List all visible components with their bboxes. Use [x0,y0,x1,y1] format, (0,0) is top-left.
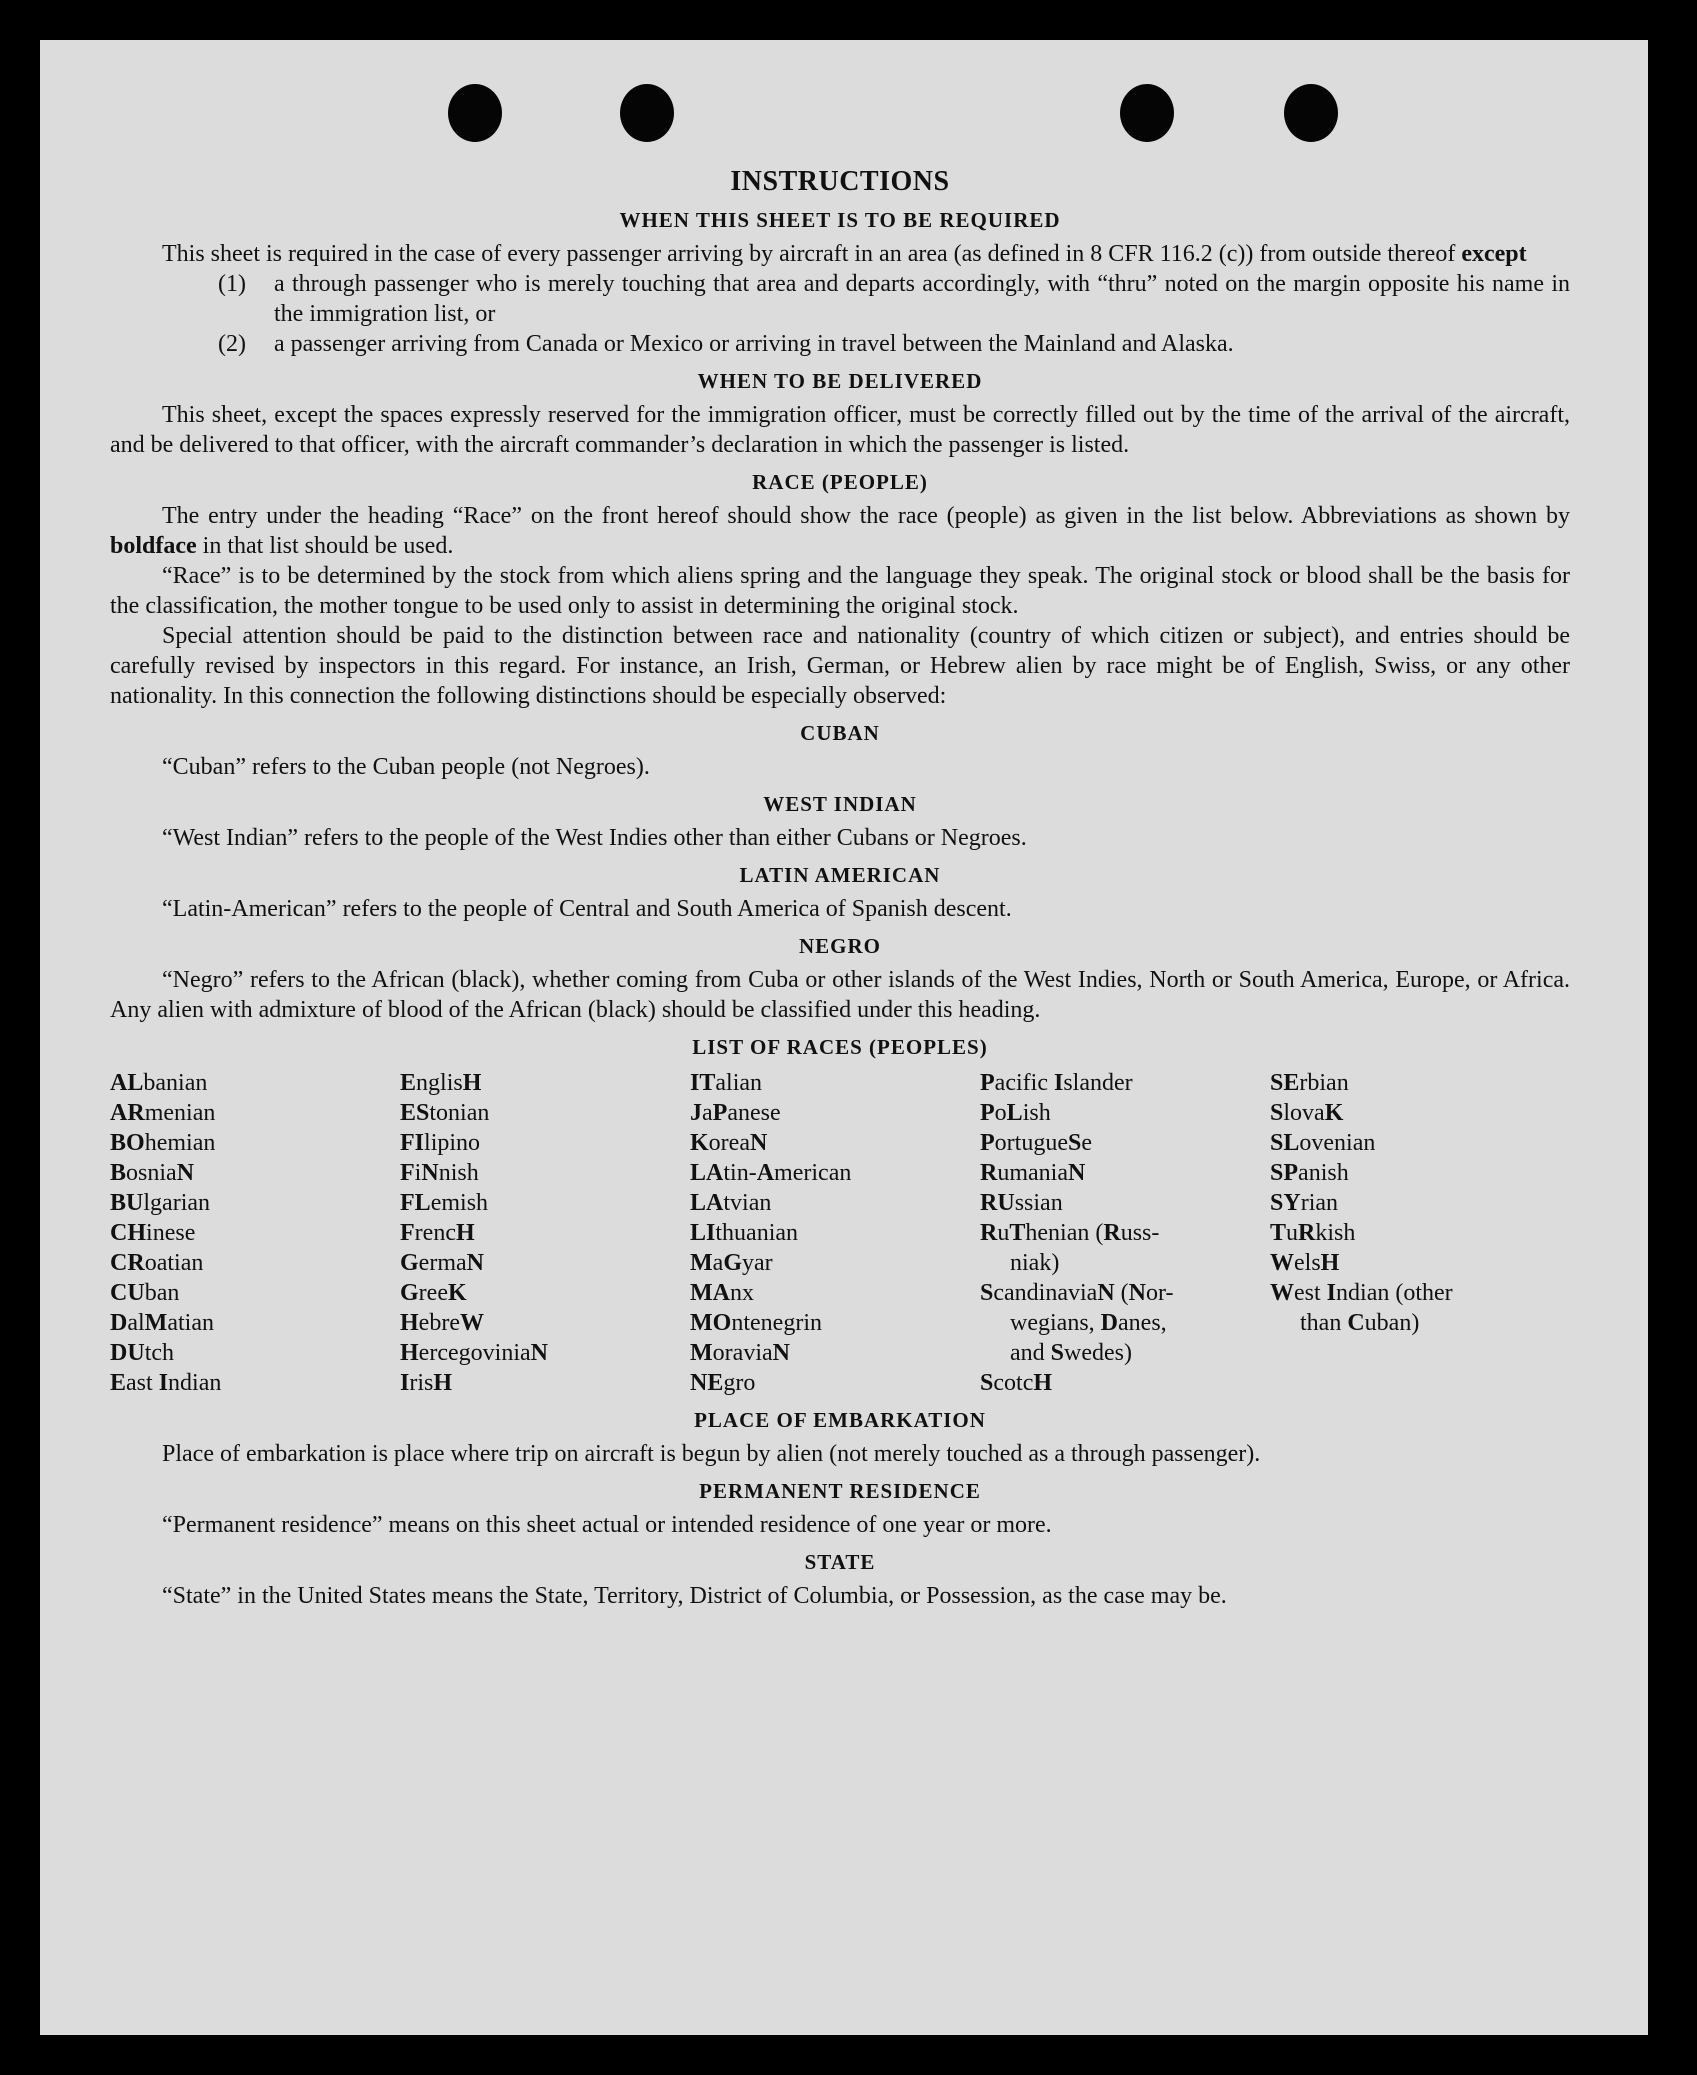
when-delivered-text: This sheet, except the spaces expressly reserved for the immigration officer, must be correctly filled out by the time of the arrival of the aircraft, and be delivered to that officer, with the aircraft commander’s declaration in which the passenger is listed. [110,402,1570,458]
race-entry: FLemish [400,1190,489,1216]
race-entry: CUban [110,1280,180,1306]
latin-american-definition: “Latin-American” refers to the people of Central and South America of Spanish descent. [162,896,1012,922]
negro-definition: “Negro” refers to the African (black), whether coming from Cuba or other islands of the West Indies, North or South America, Europe, or Africa. Any alien with admixture of blood of the African (black) should be classified under this heading. [110,967,1570,1023]
race-entry: wegians, Danes, [1010,1310,1167,1336]
race-entry: KoreaN [690,1130,768,1156]
race-entry: RuThenian (Russ- [980,1220,1160,1246]
race-entry: IrisH [400,1370,453,1396]
section-heading-residence: PERMANENT RESIDENCE [699,1479,981,1503]
race-paragraph-2: “Race” is to be determined by the stock from which aliens spring and the language they speak. The original stock or blood shall be the basis for the classification, the mother tongue to be used only to assist in determining the original stock. [110,563,1570,619]
race-paragraph-1: The entry under the heading “Race” on the front hereof should show the race (people) as given in the list below. Abbreviations as shown by boldface in that list should be used. [110,503,1570,559]
cuban-definition: “Cuban” refers to the Cuban people (not Negroes). [162,754,650,780]
race-entry: LIthuanian [690,1220,799,1246]
race-entry: TuRkish [1270,1220,1356,1246]
race-entry: RUssian [980,1190,1063,1216]
race-entry: MoraviaN [690,1340,790,1366]
races-column [110,1068,400,1398]
race-entry: LAtin-American [690,1160,852,1186]
race-entry: ALbanian [110,1070,208,1096]
punch-hole [620,84,674,142]
race-entry: GermaN [400,1250,484,1276]
race-entry: GreeK [400,1280,467,1306]
races-column [690,1068,980,1398]
race-entry: BosniaN [110,1160,195,1186]
race-entry: MaGyar [690,1250,773,1276]
punch-hole [1120,84,1174,142]
section-heading-west-indian: WEST INDIAN [763,792,917,816]
race-entry: PoLish [980,1100,1051,1126]
when-required-intro: This sheet is required in the case of every passenger arriving by aircraft in an area (as defined in 8 CFR 116.2 (c)) from outside thereof except [162,241,1527,267]
page-title: INSTRUCTIONS [730,166,950,197]
race-entry: HercegoviniaN [400,1340,548,1366]
punch-hole [1284,84,1338,142]
race-entry: Pacific Islander [980,1070,1133,1096]
race-entry: FIlipino [400,1130,481,1156]
state-definition: “State” in the United States means the State, Territory, District of Columbia, or Possession, as the case may be. [162,1583,1227,1609]
races-column [400,1068,690,1398]
section-heading-when-delivered: WHEN TO BE DELIVERED [697,369,983,393]
section-heading-latin-american: LATIN AMERICAN [739,863,941,887]
race-paragraph-3: Special attention should be paid to the distinction between race and nationality (country of which citizen or subject), and entries should be carefully revised by inspectors in this regard. For instance, an Irish, German, or Hebrew alien by race might be of English, Swiss, or any other nationality. In this connection the following distinctions should be especially observed: [110,623,1570,709]
races-column [980,1068,1270,1398]
race-entry: ScandinaviaN (Nor- [980,1280,1174,1306]
race-entry: SErbian [1270,1070,1349,1096]
west-indian-definition: “West Indian” refers to the people of the West Indies other than either Cubans or Negroes. [162,825,1027,851]
race-entry: DalMatian [110,1310,214,1336]
race-entry: SYrian [1270,1190,1339,1216]
race-entry: than Cuban) [1300,1310,1420,1336]
race-entry: FrencH [400,1220,475,1246]
race-entry: ITalian [690,1070,763,1096]
race-entry: ARmenian [110,1100,216,1126]
races-list [110,1068,1570,1398]
section-heading-embarkation: PLACE OF EMBARKATION [694,1408,986,1432]
residence-definition: “Permanent residence” means on this sheet actual or intended residence of one year or more. [162,1512,1052,1538]
race-entry: JaPanese [690,1100,781,1126]
embarkation-definition: Place of embarkation is place where trip on aircraft is begun by alien (not merely touched as a through passenger). [162,1441,1261,1467]
race-entry: and Swedes) [1010,1340,1133,1366]
race-entry: BUlgarian [110,1190,211,1216]
race-entry: DUtch [110,1340,175,1366]
instructions-body [110,166,1570,1611]
race-entry: MOntenegrin [690,1310,822,1336]
race-entry: CHinese [110,1220,196,1246]
race-entry: CRoatian [110,1250,204,1276]
exception-item: (1) a through passenger who is merely touching that area and departs accordingly, with “thru” noted on the margin opposite his name in the immigration list, or [218,271,1570,327]
punch-hole [448,84,502,142]
race-entry: MAnx [690,1280,754,1306]
exception-item: (2) a passenger arriving from Canada or Mexico or arriving in travel between the Mainland and Alaska. [218,331,1234,357]
section-heading-negro: NEGRO [798,934,881,958]
race-entry: HebreW [400,1310,484,1336]
race-entry: LAtvian [690,1190,772,1216]
section-heading-when-required: WHEN THIS SHEET IS TO BE REQUIRED [619,208,1061,232]
section-heading-cuban: CUBAN [800,721,880,745]
document-page [40,40,1648,2035]
race-entry: EStonian [400,1100,490,1126]
race-entry: EnglisH [400,1070,482,1096]
race-entry: West Indian (other [1270,1280,1453,1306]
section-heading-race: RACE (PEOPLE) [752,470,928,494]
race-entry: NEgro [690,1370,756,1396]
race-entry: BOhemian [110,1130,216,1156]
race-entry: WelsH [1270,1250,1340,1276]
race-entry: SPanish [1270,1160,1349,1186]
races-column [1270,1068,1560,1398]
race-entry: PortugueSe [980,1130,1093,1156]
race-entry: East Indian [110,1370,222,1396]
section-heading-list-of-races: LIST OF RACES (PEOPLES) [692,1035,988,1059]
race-entry: niak) [1010,1250,1060,1276]
race-entry: SlovaK [1270,1100,1344,1126]
section-heading-state: STATE [804,1550,876,1574]
race-entry: RumaniaN [980,1160,1086,1186]
race-entry: FiNnish [400,1160,479,1186]
race-entry: ScotcH [980,1370,1053,1396]
race-entry: SLovenian [1270,1130,1376,1156]
